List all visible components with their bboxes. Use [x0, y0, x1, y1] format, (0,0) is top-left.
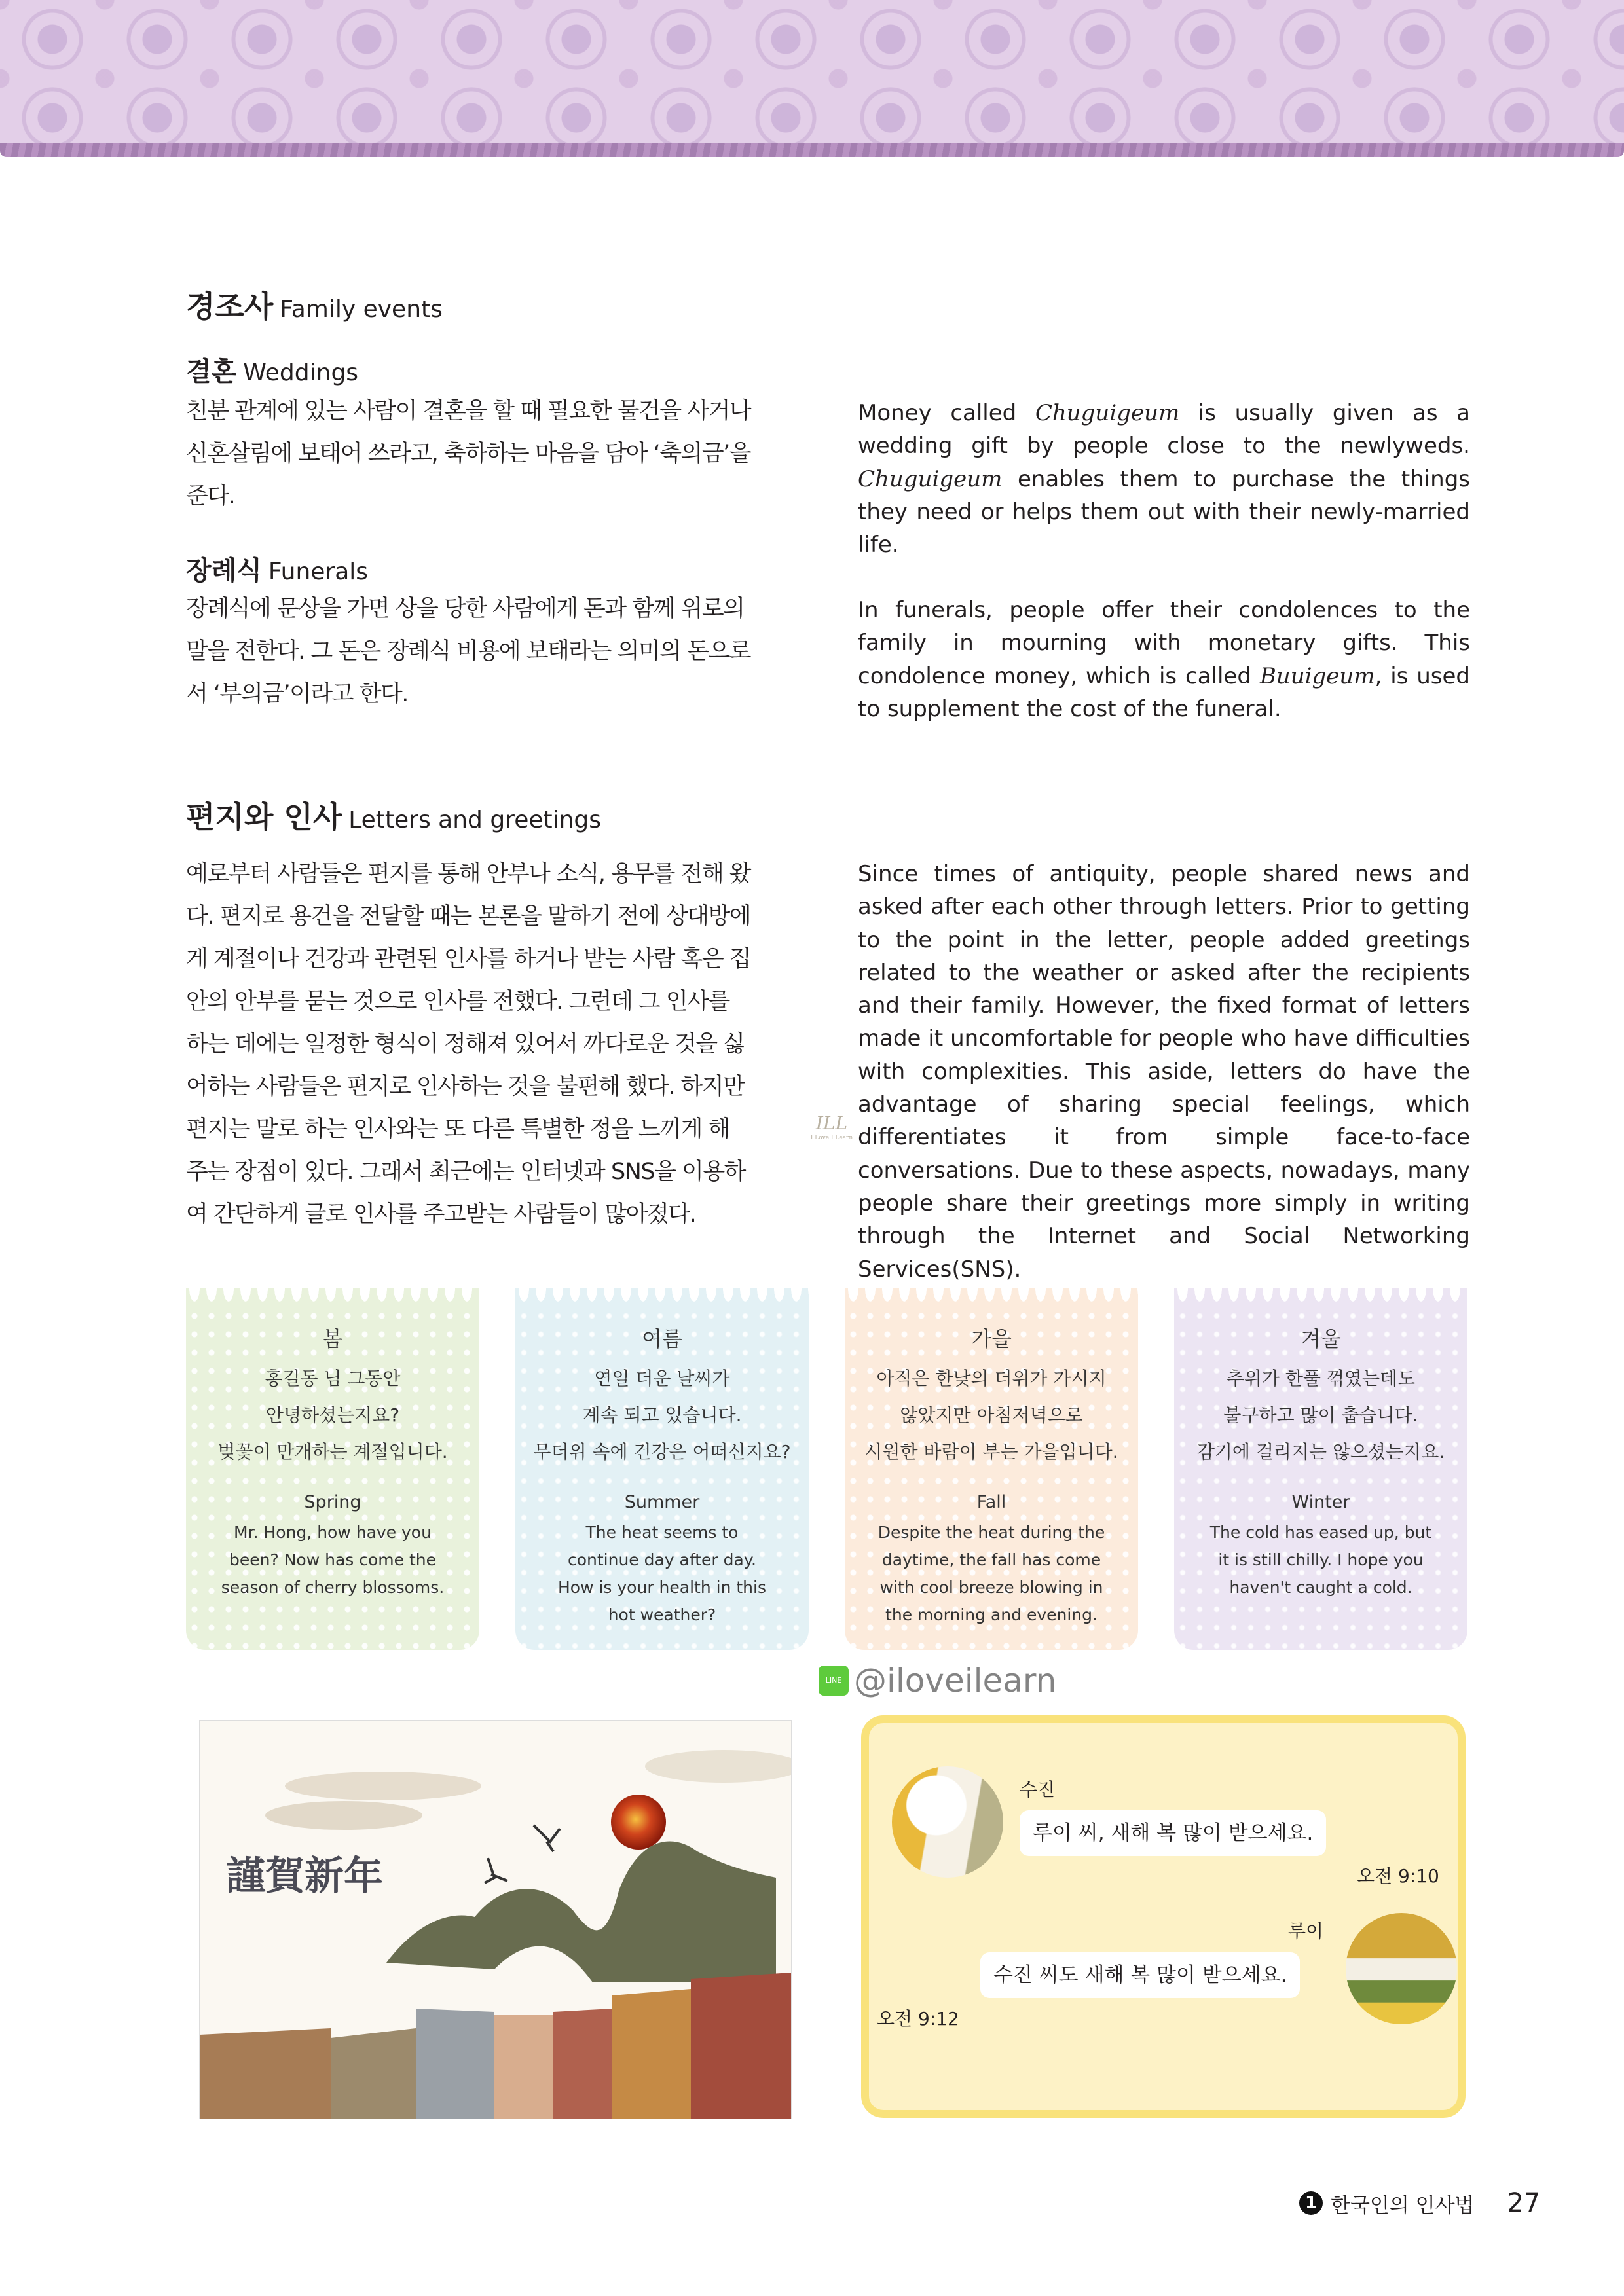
messenger-chat-panel — [861, 1715, 1466, 2118]
card-korean-greeting — [186, 1360, 479, 1470]
weddings-korean-text — [186, 390, 841, 518]
calligraphy-greeting: 謹賀新年 — [226, 1853, 383, 1899]
card-text-line: continue day after day. — [567, 1550, 757, 1569]
card-scallop-edge — [845, 1288, 1138, 1315]
card-scallop-edge — [1174, 1288, 1467, 1315]
card-text-line: How is your health in this — [557, 1578, 766, 1597]
card-season-title-ko: 가을 — [971, 1326, 1012, 1351]
banner-border — [0, 143, 1624, 157]
subheading-funerals — [186, 550, 368, 587]
ink-landscape-painting — [200, 1721, 791, 2119]
text: enables them to purchase the things they need or helps them out with their newly-married life. — [858, 465, 1470, 558]
weddings-english-text — [858, 397, 1470, 561]
card-english-greeting — [845, 1519, 1138, 1629]
watermark-logo — [807, 1113, 857, 1142]
card-korean-greeting — [845, 1360, 1138, 1470]
card-text-line: with cool breeze blowing in — [879, 1578, 1103, 1597]
card-season-title-ko: 여름 — [642, 1326, 682, 1351]
title-en: Weddings — [243, 359, 359, 386]
watermark-handle — [819, 1662, 1056, 1700]
card-text-line: 않았지만 아침저녁으로 — [900, 1404, 1083, 1426]
chat-bubble-incoming: 루이 씨, 새해 복 많이 받으세요. — [1020, 1810, 1326, 1856]
card-text-line: Despite the heat during the — [877, 1523, 1105, 1542]
card-season-title-en: Winter — [1291, 1492, 1350, 1512]
text-line: 말을 전한다. 그 돈은 장례식 비용에 보태라는 의미의 돈으로 — [186, 638, 751, 665]
card-text-line: 감기에 걸리지는 않으셨는지요. — [1196, 1441, 1445, 1463]
term: Buuigeum — [1259, 663, 1375, 689]
funerals-english-text — [858, 594, 1470, 725]
sender-name: 루이 — [1288, 1920, 1324, 1942]
title-ko: 결혼 — [186, 357, 237, 387]
card-text-line: 시원한 바람이 부는 가을입니다. — [864, 1441, 1118, 1463]
avatar-rui — [1346, 1913, 1457, 2024]
text: In funerals, people offer their condolences to the family in mourning with monetary gifts. This condolence money, which is called — [858, 597, 1470, 689]
card-season-title-en: Fall — [976, 1492, 1006, 1512]
card-text-line: 무더위 속에 건강은 어떠신지요? — [533, 1441, 791, 1463]
title-en: Family events — [280, 296, 443, 323]
card-text-line: The heat seems to — [585, 1523, 739, 1542]
card-english-greeting — [515, 1519, 809, 1629]
text-line: 서 ‘부의금’이라고 한다. — [186, 681, 408, 707]
term: Chuguigeum — [1035, 400, 1180, 426]
text-line: 예로부터 사람들은 편지를 통해 안부나 소식, 용무를 전해 왔 — [186, 861, 751, 887]
card-text-line: 안녕하셨는지요? — [265, 1404, 400, 1426]
logo-subtext: I Love I Learn — [810, 1135, 853, 1141]
season-greeting-card — [1174, 1288, 1467, 1650]
card-season-title-en: Summer — [624, 1492, 700, 1512]
card-korean-greeting — [1174, 1360, 1467, 1470]
text-line: 주는 장점이 있다. 그래서 최근에는 인터넷과 SNS을 이용하 — [186, 1159, 745, 1185]
crane-bird — [534, 1825, 560, 1851]
message-time: 오전 9:12 — [877, 2008, 959, 2030]
chapter-title: 한국인의 인사법 — [1331, 2193, 1475, 2217]
decorative-lace-banner — [0, 0, 1624, 151]
watermark-text: @iloveilearn — [854, 1662, 1057, 1700]
text-line: 하는 데에는 일정한 형식이 정해져 있어서 까다로운 것을 싫 — [186, 1031, 745, 1057]
text-line: 신혼살림에 보태어 쓰라고, 축하하는 마음을 담아 ‘축의금’을 — [186, 441, 751, 467]
chapter-number-badge: 1 — [1299, 2191, 1323, 2215]
card-text-line: season of cherry blossoms. — [221, 1578, 445, 1597]
avatar-sujin — [892, 1766, 1003, 1878]
line-app-icon: LINE — [819, 1666, 849, 1696]
card-korean-greeting — [515, 1360, 809, 1470]
card-text-line: 불구하고 많이 춥습니다. — [1223, 1404, 1418, 1426]
section-title-family-events — [186, 283, 443, 326]
text-line: 여 간단하게 글로 인사를 주고받는 사람들이 많아졌다. — [186, 1201, 696, 1228]
card-text-line: 벚꽃이 만개하는 계절입니다. — [217, 1441, 448, 1463]
card-scallop-edge — [515, 1288, 809, 1315]
text-line: 다. 편지로 용건을 전달할 때는 본론을 말하기 전에 상대방에 — [186, 903, 751, 930]
text-line: 어하는 사람들은 편지로 인사하는 것을 불편해 했다. 하지만 — [186, 1074, 745, 1100]
subheading-weddings — [186, 351, 358, 388]
cloud — [285, 1772, 481, 1800]
card-season-title-ko: 봄 — [322, 1326, 343, 1351]
text-line: 게 계절이나 건강과 관련된 인사를 하거나 받는 사람 혹은 집 — [186, 946, 751, 972]
card-text-line: it is still chilly. I hope you — [1218, 1550, 1424, 1569]
season-greeting-card — [515, 1288, 809, 1650]
season-greeting-card — [845, 1288, 1138, 1650]
title-ko: 편지와 인사 — [186, 799, 342, 835]
card-text-line: Mr. Hong, how have you — [234, 1523, 432, 1542]
card-english-greeting — [1174, 1519, 1467, 1601]
card-text-line: 연일 더운 날씨가 — [594, 1368, 730, 1389]
page-number: 27 — [1507, 2188, 1541, 2218]
cloud — [265, 1801, 422, 1830]
text: is usually given as a wedding gift by people close to the newlyweds. — [858, 400, 1471, 460]
sender-name: 수진 — [1020, 1779, 1056, 1800]
letters-english-text: Since times of antiquity, people shared news and asked after each other through letters. Prior to getting to the point in the letter, people added greetings related to the weather or asked after the recipients and their family. However, the fixed format of letters made it uncomfortable for people who have difficulties with complexities. This aside, letters do have the advantage of sharing special feelings, which differentiates it from simple face-to-face conversations. Due to these aspects, nowadays, many people share their greetings more simply in writing through the Internet and Social Networking Services(SNS). — [858, 861, 1470, 1283]
text-line: 안의 안부를 묻는 것으로 인사를 전했다. 그런데 그 인사를 — [186, 989, 729, 1015]
card-season-title-ko: 겨울 — [1301, 1326, 1341, 1351]
cloud — [645, 1750, 791, 1783]
funerals-korean-text — [186, 588, 841, 716]
card-text-line: 추위가 한풀 꺾였는데도 — [1226, 1368, 1416, 1389]
colored-paper-strips — [200, 1973, 791, 2119]
text: Money called — [858, 400, 1035, 426]
text: , is used to supplement the cost of the funeral. — [858, 663, 1470, 722]
message-time: 오전 9:10 — [1357, 1865, 1439, 1887]
card-text-line: daytime, the fall has come — [881, 1550, 1101, 1569]
title-ko: 장례식 — [186, 556, 262, 586]
card-text-line: The cold has eased up, but — [1209, 1523, 1432, 1542]
crane-bird — [485, 1858, 507, 1883]
card-text-line: been? Now has come the — [229, 1550, 436, 1569]
logo-text: ILL — [815, 1112, 848, 1134]
card-text-line: haven't caught a cold. — [1229, 1578, 1412, 1597]
term: Chuguigeum — [858, 465, 1003, 492]
letters-korean-text — [186, 853, 841, 1236]
card-english-greeting — [186, 1519, 479, 1601]
sun — [611, 1795, 666, 1850]
page-footer — [1299, 2188, 1540, 2218]
text-line: 준다. — [186, 483, 235, 509]
card-season-title-en: Spring — [304, 1492, 361, 1512]
text-line: 친분 관계에 있는 사람이 결혼을 할 때 필요한 물건을 사거나 — [186, 398, 751, 424]
title-ko: 경조사 — [186, 289, 274, 324]
title-en: Funerals — [268, 558, 369, 585]
section-title-letters-greetings — [186, 793, 601, 837]
chat-bubble-outgoing: 수진 씨도 새해 복 많이 받으세요. — [980, 1952, 1300, 1998]
text-line: 장례식에 문상을 가면 상을 당한 사람에게 돈과 함께 위로의 — [186, 596, 745, 622]
card-text-line: 홍길동 님 그동안 — [265, 1368, 401, 1389]
card-text-line: 아직은 한낮의 더위가 가시지 — [876, 1368, 1107, 1389]
card-text-line: hot weather? — [608, 1605, 716, 1624]
text-line: 편지는 말로 하는 인사와는 또 다른 특별한 정을 느끼게 해 — [186, 1116, 729, 1142]
ink-mountains — [386, 1841, 776, 1982]
season-greeting-card — [186, 1288, 479, 1650]
card-text-line: 계속 되고 있습니다. — [582, 1404, 742, 1426]
card-scallop-edge — [186, 1288, 479, 1315]
new-year-card-illustration — [199, 1720, 792, 2119]
title-en: Letters and greetings — [348, 807, 602, 833]
card-text-line: the morning and evening. — [885, 1605, 1098, 1624]
